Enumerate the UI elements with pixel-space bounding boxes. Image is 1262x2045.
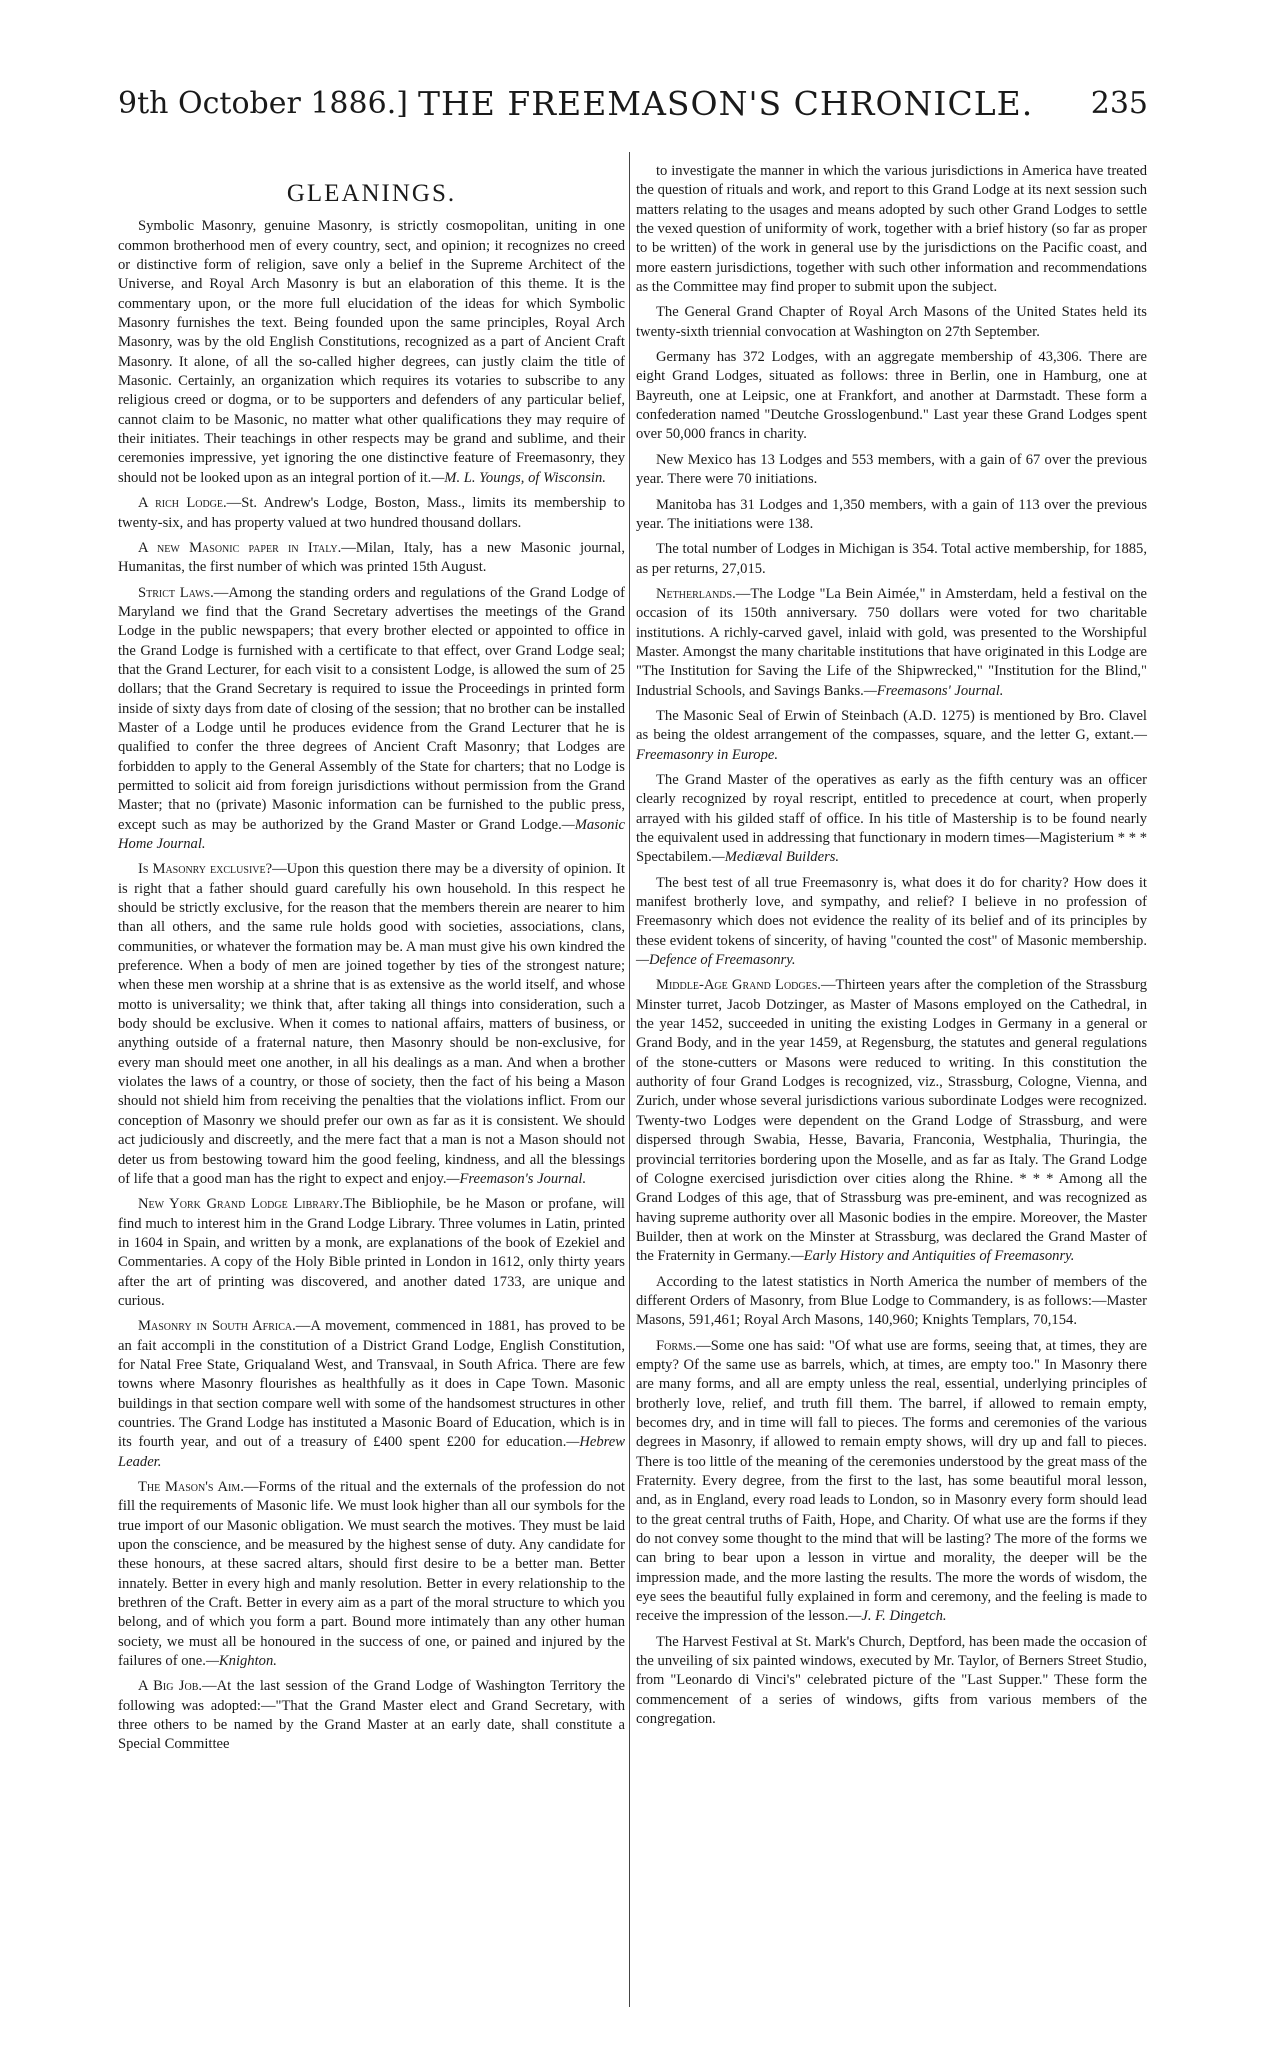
paragraph-lead: Netherlands. [656, 585, 736, 602]
paragraph-text: Germany has 372 Lodges, with an aggregate membership of 43,306. There are eight Grand Lodges, situated as follows: three in Berlin, one in Hamburg, one at Bayreuth, one at Leipsic, one at Frankfort, and another at Darmstadt. These form a confederation named "Deutche Grosslogenbund." Last year these Grand Lodges spent over 50,000 francs in charity. [636, 349, 1147, 443]
article-paragraph [118, 1317, 625, 1472]
paragraph-text: —Upon this question there may be a diversity of opinion. It is right that a father should guard carefully his own household. In this respect he should be strictly exclusive, for the reason that the members therein are nearer to him than all others, and the same rule holds good with societies, associations, clans, communities, or whatever the formation may be. A man must give his own kindred the preference. When a body of men are joined together by ties of the strongest nature; when these men worship at a shrine that is as extensive as the world itself, and whose motto is universality; we think that, after taking all things into consideration, such a body should be exclusive. When it comes to national affairs, matters of business, or anything outside of a fraternal nature, then Masonry should be non-exclusive, for every man should meet one another, in all his dealings as a man. And when a brother violates the laws of a country, or those of society, then the fact of his being a Mason should not shield him from receiving the penalties that the violations inflict. From our conception of Masonry we should prefer our own as far as it is consistent. We should act judiciously and discreetly, and the mere fact that a man is not a Mason should not deter us from bestowing toward him the good feeling, kindness, and all the blessings of life that a good man has the right to expect and enjoy. [118, 861, 625, 1187]
article-paragraph [118, 217, 625, 488]
paragraph-lead: The Mason's Aim. [138, 1479, 244, 1495]
article-paragraph [636, 451, 1147, 490]
source-citation: —Knighton. [205, 1653, 277, 1670]
article-paragraph [118, 494, 625, 533]
article-paragraph [636, 162, 1147, 297]
paragraph-lead: Masonry in South Africa. [138, 1318, 296, 1335]
page-header [118, 82, 1148, 126]
article-paragraph [118, 1478, 625, 1671]
source-citation: —Masonic Home Journal. [118, 816, 625, 852]
paragraph-text: —Forms of the ritual and the externals of the profession do not fill the requirements of Masonic life. We must look higher than all our symbols for the true import of our Masonic obligation. We must search the motives. They must be laid upon the conscience, and be measured by the highest sense of duty. Any candidate for these honours, at these sacred altars, should first desire to be a better man. Better innately. Better in every high and manly resolution. Better in every relationship to the brethren of the Craft. Better in every aim as a part of the moral structure to which you belong, and of which you form a part. Bound more intimately than any other human society, we must all be honoured in the success of one, or pained and injured by the failures of one. [118, 1479, 625, 1670]
article-paragraph [636, 496, 1147, 535]
publication-title: THE FREEMASON'S CHRONICLE. [418, 84, 1034, 123]
issue-date: 9th October 1886.] [118, 86, 408, 121]
source-citation: —Defence of Freemasonry. [636, 952, 796, 969]
paragraph-text: New Mexico has 13 Lodges and 553 members, with a gain of 67 over the previous year. There were 70 initiations. [636, 451, 1147, 488]
paragraph-lead: A new Masonic paper in Italy. [138, 539, 342, 556]
left-column [118, 162, 625, 1761]
paragraph-text: Symbolic Masonry, genuine Masonry, is strictly cosmopolitan, uniting in one common brotherhood men of every country, sect, and opinion; it recognizes no creed or distinctive form of religion, save only a belief in the Supreme Architect of the Universe, and Royal Arch Masonry is but an elaboration of this theme. It is the commentary upon, or the more full elucidation of the ideas for which Symbolic Masonry furnishes the text. Being founded upon the same principles, Royal Arch Masonry, was by the old English Constitutions, recognized as a part of Ancient Craft Masonry. It alone, of all the so-called higher degrees, can justly claim the title of Masonic. Certainly, an organization which requires its votaries to subscribe to any religious creed or dogma, or to be supporters and defenders of any particular belief, cannot claim to be Masonic, no matter what other qualifications they may require of their initiates. Their teachings in other respects may be grand and sublime, and their ceremonies impressive, yet ignoring the one distinctive feature of Freemasonry, they should not be looked upon as an integral portion of it. [118, 218, 625, 486]
paragraph-lead: New York Grand Lodge Library. [138, 1196, 344, 1213]
source-citation: —Freemasons' Journal. [863, 682, 1004, 699]
paragraph-text: —The Lodge "La Bein Aimée," in Amsterdam, held a festival on the occasion of its 150th anniversary. 750 dollars were voted for two charitable institutions. A richly-carved gavel, inlaid with gold, was presented to the Worshipful Master. Amongst the many charitable institutions that have originated in this Lodge are "The Institution for Saving the Life of the Shipwrecked," "Institution for the Blind," Industrial Schools, and Savings Banks. [636, 585, 1147, 699]
article-paragraph [636, 303, 1147, 342]
source-citation: —Early History and Antiquities of Freemasonry. [790, 1248, 1075, 1265]
article-paragraph [636, 585, 1147, 701]
article-paragraph [118, 584, 625, 855]
paragraph-text: The Masonic Seal of Erwin of Steinbach (A.D. 1275) is mentioned by Bro. Clavel as being the oldest arrangement of the compasses, square, and the letter G, extant. [636, 707, 1147, 744]
article-paragraph [118, 860, 625, 1189]
paragraph-text: According to the latest statistics in North America the number of members of the different Orders of Masonry, from Blue Lodge to Commandery, is as follows:—Master Masons, 591,461; Royal Arch Masons, 140,960; Knights Templars, 70,154. [636, 1273, 1147, 1329]
right-column [636, 162, 1147, 1735]
article-paragraph [118, 539, 625, 578]
paragraph-text: —At the last session of the Grand Lodge of Washington Territory the following was adopted:—"That the Grand Master elect and Grand Secretary, with three others to be named by the Grand Master at an early date, shall constitute a Special Committee [118, 1678, 625, 1753]
column-divider [629, 152, 630, 2007]
source-citation: —M. L. Youngs, of Wisconsin. [431, 469, 606, 486]
paragraph-text: Manitoba has 31 Lodges and 1,350 members, with a gain of 113 over the previous year. The initiations were 138. [636, 496, 1147, 532]
left-paragraphs [118, 217, 625, 1754]
article-paragraph [636, 771, 1147, 868]
paragraph-text: —Among the standing orders and regulations of the Grand Lodge of Maryland we find that the Grand Secretary advertises the meetings of the Grand Lodge in the public newspapers; that every brother elected or appointed to office in the Grand Lodge is furnished with a certificate to that effect, over Grand Lodge seal; that the Grand Lecturer, for each visit to a consistent Lodge, is allowed the sum of 25 dollars; that the Grand Secretary is required to issue the Proceedings in printed form inside of sixty days from date of closing of the session; that no brother can be installed Master of a Lodge until he produces evidence from the Grand Lecturer that he is qualified to confer the three degrees of Ancient Craft Masonry; that Lodges are forbidden to apply to the General Assembly of the State for charters; that no Lodge is permitted to solicit aid from foreign jurisdictions without permission from the Grand Master; that no (private) Masonic information can be furnished to the public press, except such as may be authorized by the Grand Master or Grand Lodge. [118, 584, 625, 833]
paragraph-text: The total number of Lodges in Michigan is 354. Total active membership, for 1885, as per returns, 27,015. [636, 541, 1147, 577]
paragraph-text: The best test of all true Freemasonry is, what does it do for charity? How does it manifest brotherly love, and sympathy, and relief? I believe in no profession of Freemasonry which does not evidence the reality of its belief and of its principles by these evident tokens of sincerity, of having "counted the cost" of Masonic membership. [636, 874, 1147, 949]
page-number: 235 [1090, 86, 1148, 121]
paragraph-text: —A movement, commenced in 1881, has proved to be an fait accompli in the constitution of a District Grand Lodge, English Constitution, for Natal Free State, Griqualand West, and Transvaal, in South Africa. There are few towns where Masonry flourishes as healthfully as it does in Cape Town. Masonic buildings in that section compare well with some of the handsomest structures in other countries. The Grand Lodge has instituted a Masonic Board of Education, which is in its fourth year, and out of a treasury of £400 spent £200 for education. [118, 1318, 626, 1451]
source-citation: —J. F. Dingetch. [848, 1608, 947, 1625]
paragraph-text: —Thirteen years after the completion of the Strassburg Minster turret, Jacob Dotzinger, as Master of Masons employed on the Cathedral, in the year 1452, succeeded in uniting the existing Lodges in Germany in a general or Grand Body, and in the year 1459, at Regensburg, the statutes and general regulations of the stone-cutters or Masons were reduced to writing. In this constitution the authority of four Grand Lodges is recognized, viz., Strassburg, Cologne, Vienna, and Zurich, under whose several jurisdictions various subordinate Lodges were recognized. Twenty-two Lodges were dependent on the Grand Lodge of Strassburg, and were dispersed through Swabia, Hesse, Bavaria, Franconia, Westphalia, Thuringia, the provincial territories bordering upon the Moselle, and as far as Italy. The Grand Lodge of Cologne exercised jurisdiction over cities along the Rhine. * * * Among all the Grand Lodges of this age, that of Strassburg was pre-eminent, and was recognized as having supreme authority over all Masonic bodies in the empire. Moreover, the Master Builder, then at work on the Minster at Strassburg, was declared the Grand Master of the Fraternity in Germany. [636, 977, 1147, 1265]
paragraph-text: —St. Andrew's Lodge, Boston, Mass., limits its membership to twenty-six, and has property valued at two hundred thousand dollars. [118, 495, 625, 531]
article-paragraph [636, 348, 1147, 445]
source-citation: —Mediæval Builders. [711, 849, 840, 866]
paragraph-text: —Some one has said: "Of what use are forms, seeing that, at times, they are empty? Of the same use as barrels, which, at times, are empty too." In Masonry there are many forms, and all are empty unless the real, essential, underlying principles of brotherly love, relief, and truth fill them. The barrel, if allowed to remain empty, becomes dry, and in time will fall to pieces. The forms and ceremonies of the various degrees in Masonry, if allowed to remain empty shows, will dry up and fall to pieces. There is too little of the meaning of the ceremonies understood by the great mass of the Fraternity. Every degree, from the first to the last, has some beautiful moral lesson, and, as in England, every road leads to London, so in Masonry every form should lead to the great central truths of Faith, Hope, and Charity. Of what use are the forms if they do not convey some thought to the mind that will be lasting? The more of the forms we can bring to bear upon a lesson in virtue and morality, the deeper will be the impression made, and the more lasting the results. The more the words of wisdom, the eye sees the beautiful fully explained in form and ceremony, and the feeling is made to receive the impression of the lesson. [636, 1337, 1147, 1625]
article-paragraph [636, 707, 1147, 765]
article-paragraph [118, 1195, 625, 1311]
section-heading: GLEANINGS. [286, 180, 457, 207]
paragraph-text: The Bibliophile, be he Mason or profane, will find much to interest him in the Grand Lodge Library. Three volumes in Latin, printed in 1604 in Spain, and written by a monk, are explanations of the book of Ezekiel and Commentaries. A copy of the Holy Bible printed in London in 1612, only thirty years after the art of printing was discovered, and another dated 1733, are unique and curious. [118, 1196, 625, 1309]
paragraph-lead: Middle-Age Grand Lodges. [656, 977, 821, 994]
source-citation: —Freemasonry in Europe. [636, 727, 1147, 763]
paragraph-text: The General Grand Chapter of Royal Arch Masons of the United States held its twenty-sixth triennial convocation at Washington on 27th September. [636, 304, 1147, 340]
article-paragraph [636, 1273, 1147, 1331]
article-paragraph [118, 1677, 625, 1754]
article-paragraph [636, 976, 1147, 1266]
source-citation: —Freemason's Journal. [446, 1170, 587, 1187]
article-paragraph [636, 1633, 1147, 1730]
paragraph-lead: A Big Job. [138, 1678, 203, 1695]
paragraph-text: to investigate the manner in which the various jurisdictions in America have treated the question of rituals and work, and report to this Grand Lodge at its next session such matters relating to the usages and means adopted by such other Grand Lodges to settle the vexed question of uniformity of work, together with a brief history (so far as proper to be written) of the work in general use by the jurisdictions on the Pacific coast, and more eastern jurisdictions, together with such other information and recommendations as the Committee may find proper to submit upon the subject. [636, 163, 1147, 296]
paragraph-lead: A rich Lodge. [138, 495, 227, 512]
paragraph-lead: Is Masonry exclusive? [138, 861, 273, 878]
paragraph-lead: Strict Laws. [138, 584, 214, 601]
paragraph-text: The Harvest Festival at St. Mark's Church, Deptford, has been made the occasion of the unveiling of six painted windows, executed by Mr. Taylor, of Berners Street Studio, from "Leonardo di Vinci's" celebrated picture of the "Last Supper." These form the commencement of a series of windows, gifts from various members of the congregation. [636, 1633, 1147, 1728]
source-citation: —Hebrew Leader. [118, 1434, 625, 1470]
article-paragraph [636, 874, 1147, 971]
paragraph-lead: Forms. [656, 1337, 697, 1354]
article-paragraph [636, 1337, 1147, 1627]
paragraph-text: The Grand Master of the operatives as early as the fifth century was an officer clearly recognized by royal rescript, entitled to precedence at court, when properly arrayed with his gilded staff of office. In his title of Mastership is to be found nearly the equivalent used in addressing that functionary in modern times—Magisterium * * * Spectabilem. [636, 771, 1147, 866]
paragraph-text: —Milan, Italy, has a new Masonic journal, Humanitas, the first number of which was printed 15th August. [118, 539, 625, 576]
right-paragraphs [636, 162, 1147, 1729]
article-paragraph [636, 540, 1147, 579]
